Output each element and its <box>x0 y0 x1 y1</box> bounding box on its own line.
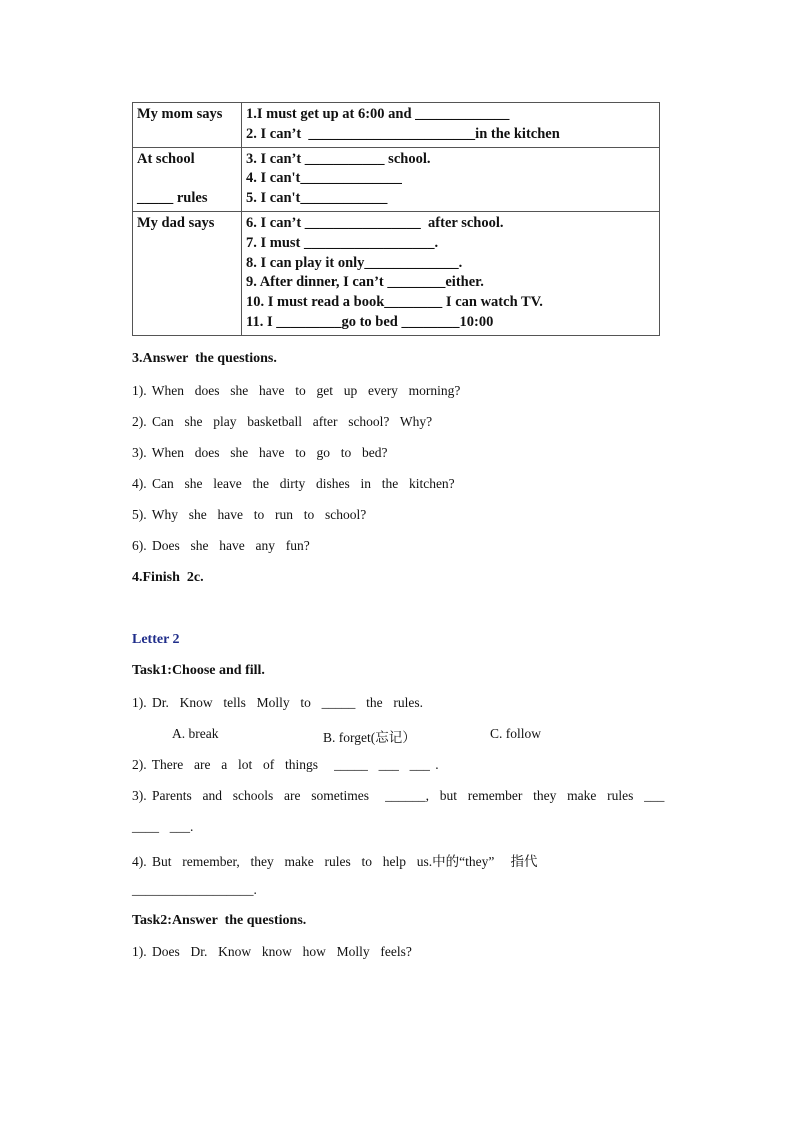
row-head <box>133 147 242 211</box>
section4-title: 4.Finish 2c. <box>132 570 204 585</box>
rule-item: 8. I can play it only_____________. <box>246 254 463 271</box>
task1-question: 1). Dr. Know tells Molly to _____ the rules. <box>132 695 423 710</box>
rule-item: 3. I can’t ___________ school. <box>246 150 431 167</box>
letter2-heading: Letter 2 <box>132 632 180 647</box>
option-a: A. break <box>172 726 219 741</box>
rule-item: 7. I must __________________. <box>246 234 439 251</box>
rule-item: 1.I must get up at 6:00 and _____________ <box>246 106 510 122</box>
rule-item: 6. I can’t ________________ after school. <box>246 214 504 231</box>
task1-title: Task1:Choose and fill. <box>132 663 265 678</box>
row-head-line: At school <box>137 150 195 167</box>
row-head <box>133 103 242 148</box>
task2-title: Task2:Answer the questions. <box>132 913 307 928</box>
section3-title: 3.Answer the questions. <box>132 351 277 366</box>
row-head-spacer <box>137 169 237 189</box>
question-item: 6). Does she have any fun? <box>132 538 310 553</box>
row-items <box>242 147 660 211</box>
rule-item: 4. I can't______________ <box>246 170 402 187</box>
task1-question: 4). But remember, they make rules to help us.中的“they” 指代 <box>132 854 538 869</box>
option-c: C. follow <box>490 726 542 741</box>
row-head <box>133 211 242 335</box>
row-head-line: My dad says <box>137 214 215 231</box>
row-items <box>242 211 660 335</box>
task1-question: 2). There are a lot of things _____ ___ ___ . <box>132 757 439 772</box>
question-item: 3). When does she have to go to bed? <box>132 445 388 460</box>
task2-question: 1). Does Dr. Know know how Molly feels? <box>132 944 412 959</box>
question-item: 1). When does she have to get up every morning? <box>132 383 461 398</box>
task1-question: 3). Parents and schools are sometimes ______, but remember they make rules ___ <box>132 788 665 803</box>
option-b: B. forget(忘记） <box>323 730 416 745</box>
table-row <box>133 103 660 148</box>
task1-question-cont: ____ ___. <box>132 819 194 834</box>
task1-question-cont: __________________. <box>132 882 257 897</box>
row-items <box>242 103 660 148</box>
question-item: 5). Why she have to run to school? <box>132 507 367 522</box>
rule-item: 10. I must read a book________ I can watch TV. <box>246 294 543 311</box>
rule-item: 5. I can't____________ <box>246 190 388 207</box>
question-item: 2). Can she play basketball after school? Why? <box>132 414 433 429</box>
table-row <box>133 211 660 335</box>
question-item: 4). Can she leave the dirty dishes in the kitchen? <box>132 476 455 491</box>
row-head-line: My mom says <box>137 106 223 122</box>
rule-item: 9. After dinner, I can’t ________either. <box>246 274 484 291</box>
table-row <box>133 147 660 211</box>
rule-item: 11. I _________go to bed ________10:00 <box>246 313 494 330</box>
rule-item: 2. I can’t _______________________in the kitchen <box>246 125 560 142</box>
row-head-line: _____ rules <box>137 190 208 207</box>
rules-table <box>132 102 660 336</box>
